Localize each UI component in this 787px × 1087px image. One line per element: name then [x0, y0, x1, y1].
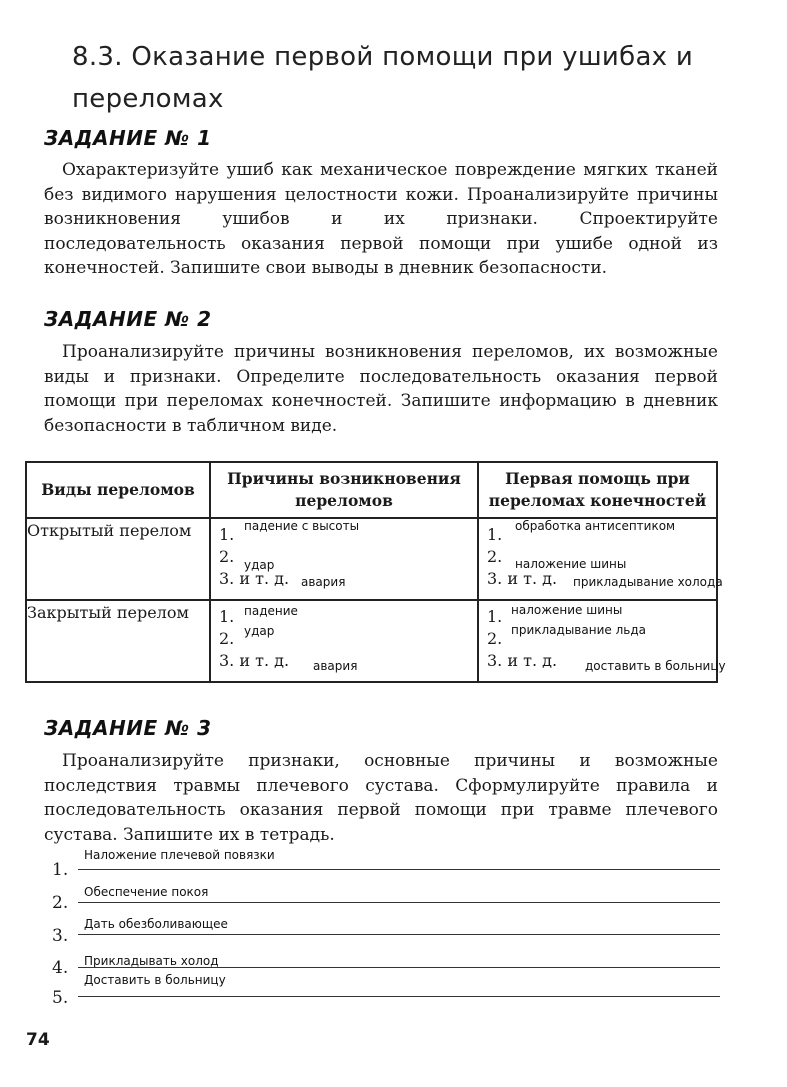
answer-number: 1. [52, 860, 69, 880]
item-number: 1. [487, 607, 503, 626]
fracture-kind-open: Открытый перелом [26, 518, 210, 600]
handwritten-answer: Доставить в больницу [84, 973, 226, 987]
handwritten-answer: прикладывание льда [511, 623, 646, 637]
section-title: 8.3. Оказание первой помощи при ушибах и переломах [72, 42, 694, 114]
table-row [26, 518, 717, 600]
item-number: 1. [219, 607, 235, 626]
first-aid-cell-closed [478, 600, 726, 682]
answer-line[interactable] [78, 967, 720, 968]
handwritten-answer: Наложение плечевой повязки [84, 848, 275, 862]
answer-line[interactable] [78, 934, 720, 935]
first-aid-cell-open [478, 518, 723, 600]
handwritten-answer: падение с высоты [244, 519, 360, 533]
handwritten-answer: удар [244, 558, 275, 572]
table-row [26, 600, 717, 682]
header-fracture-types: Виды переломов [26, 462, 210, 518]
handwritten-answer: Прикладывать холод [84, 954, 219, 968]
task-3-text: Проанализируйте признаки, основные причины и возможные последствия травмы плечевого сустава. Сформулируйте правила и последовательность оказания первой помощи при травме плечевого сустава. Запишите их в тетрадь. [44, 751, 718, 845]
handwritten-answer: авария [301, 575, 346, 589]
item-number: 2. [219, 629, 235, 648]
item-number: 2. [487, 629, 503, 648]
handwritten-answer: прикладывание холода [573, 575, 723, 589]
item-number: 1. [219, 525, 235, 544]
handwritten-answer: Дать обезболивающее [84, 917, 228, 931]
item-number: 3. и т. д. [487, 569, 558, 588]
causes-cell-open [210, 518, 478, 600]
task-2-text: Проанализируйте причины возникновения переломов, их возможные виды и признаки. Определите последовательность оказания первой помощи при переломах конечностей. Запишите информацию в дневник безопасности в табличном виде. [44, 342, 718, 436]
task-1-heading: ЗАДАНИЕ № 1 [44, 126, 212, 150]
task-2-heading: ЗАДАНИЕ № 2 [44, 307, 212, 331]
answer-line[interactable] [78, 996, 720, 997]
causes-cell-closed [210, 600, 478, 682]
handwritten-answer: Обеспечение покоя [84, 885, 209, 899]
item-number: 3. и т. д. [487, 651, 558, 670]
handwritten-answer: авария [313, 659, 358, 673]
fracture-kind-closed: Закрытый перелом [26, 600, 210, 682]
handwritten-answer: удар [244, 624, 275, 638]
handwritten-answer: обработка антисептиком [515, 519, 676, 533]
answer-number: 3. [52, 926, 69, 946]
task-3-heading: ЗАДАНИЕ № 3 [44, 716, 212, 740]
handwritten-answer: доставить в больницу [585, 659, 726, 673]
page-number: 74 [26, 1030, 50, 1050]
item-number: 2. [487, 547, 503, 566]
handwritten-answer: падение [244, 604, 298, 618]
item-number: 1. [487, 525, 503, 544]
item-number: 3. и т. д. [219, 569, 290, 588]
header-causes: Причины возникновения переломов [210, 462, 478, 518]
answer-number: 2. [52, 893, 69, 913]
header-first-aid: Первая помощь при переломах конечностей [478, 462, 717, 518]
answer-line[interactable] [78, 869, 720, 870]
fractures-table [25, 461, 726, 683]
answer-number: 5. [52, 988, 69, 1008]
task-1-text: Охарактеризуйте ушиб как механическое повреждение мягких тканей без видимого нарушения целостности кожи. Проанализируйте причины возникновения ушибов и их признаки. Спроектируйте последовательность оказания первой помощи при ушибе одной из конечностей. Запишите свои выводы в дневник безопасности. [44, 160, 718, 278]
answer-number: 4. [52, 958, 69, 978]
table-header-row [26, 462, 717, 518]
handwritten-answer: наложение шины [511, 603, 623, 617]
item-number: 2. [219, 547, 235, 566]
handwritten-answer: наложение шины [515, 557, 627, 571]
item-number: 3. и т. д. [219, 651, 290, 670]
answer-line[interactable] [78, 902, 720, 903]
